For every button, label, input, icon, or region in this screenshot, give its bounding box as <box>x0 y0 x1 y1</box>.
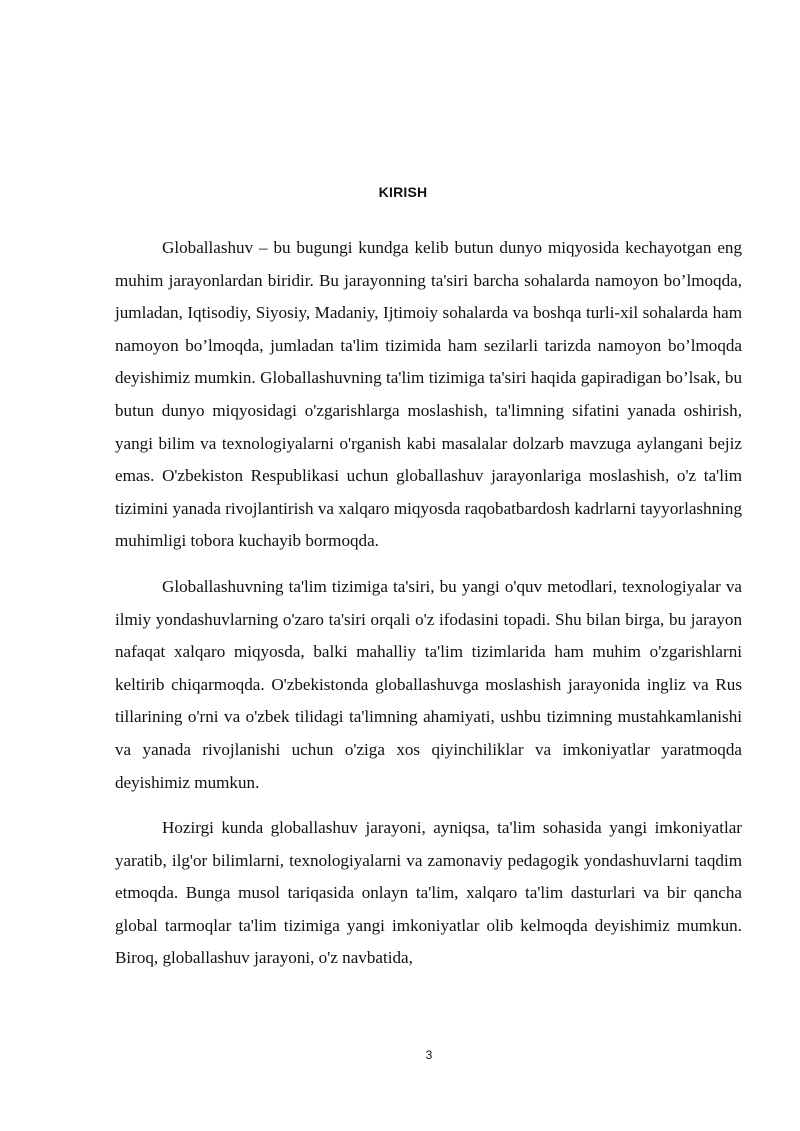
body-text <box>115 232 742 988</box>
paragraph-2: Globallashuvning ta'lim tizimiga ta'siri, bu yangi o'quv metodlari, texnologiyalar va ilmiy yondashuvlarning o'zaro ta'siri orqali o'z ifodasini topadi. Shu bilan birga, bu jarayon nafaqat xalqaro miqyosda, balki mahalliy ta'lim tizimlarida ham muhim o'zgarishlarni keltirib chiqarmoqda. O'zbekistonda globallashuvga moslashish jarayonida ingliz va Rus tillarining o'rni va o'zbek tilidagi ta'limning ahamiyati, ushbu tizimning mustahkamlanishi va yanada rivojlanishi uchun o'ziga xos qiyinchiliklar va imkoniyatlar yaratmoqda deyishimiz mumkun. <box>115 576 742 792</box>
page-number: 3 <box>425 1048 433 1062</box>
paragraph-3: Hozirgi kunda globallashuv jarayoni, ayniqsa, ta'lim sohasida yangi imkoniyatlar yaratib, ilg'or bilimlarni, texnologiyalarni va zamonaviy pedagogik yondashuvlarni taqdim etmoqda. Bunga musol tariqasida onlayn ta'lim, xalqaro ta'lim dasturlari va bir qancha global tarmoqlar ta'lim tizimiga yangi imkoniyatlar olib kelmoqda deyishimiz mumkun. Biroq, globallashuv jarayoni, o'z navbatida, <box>115 818 742 968</box>
page-heading: KIRISH <box>378 184 428 200</box>
paragraph-1: Globallashuv – bu bugungi kundga kelib butun dunyo miqyosida kechayotgan eng muhim jarayonlardan biridir. Bu jarayonning ta'siri barcha sohalarda namoyon bo’lmoqda, jumladan, Iqtisodiy, Siyosiy, Madaniy, Ijtimoiy sohalarda va boshqa turli-xil sohalarda ham namoyon bo’lmoqda, jumladan ta'lim tizimida ham sezilarli tarizda namoyon bo’lmoqda deyishimiz mumkin. Globallashuvning ta'lim tizimiga ta'siri haqida gapiradigan bo’lsak, bu butun dunyo miqyosidagi o'zgarishlarga moslashish, ta'limning sifatini yanada oshirish, yangi bilim va texnologiyalarni o'rganish kabi masalalar dolzarb mavzuga aylangani bejiz emas. O'zbekiston Respublikasi uchun globallashuv jarayonlariga moslashish, o'z ta'lim tizimini yanada rivojlantirish va xalqaro miqyosda raqobatbardosh kadrlarni tayyorlashning muhimligi tobora kuchayib bormoqda. <box>115 238 742 551</box>
